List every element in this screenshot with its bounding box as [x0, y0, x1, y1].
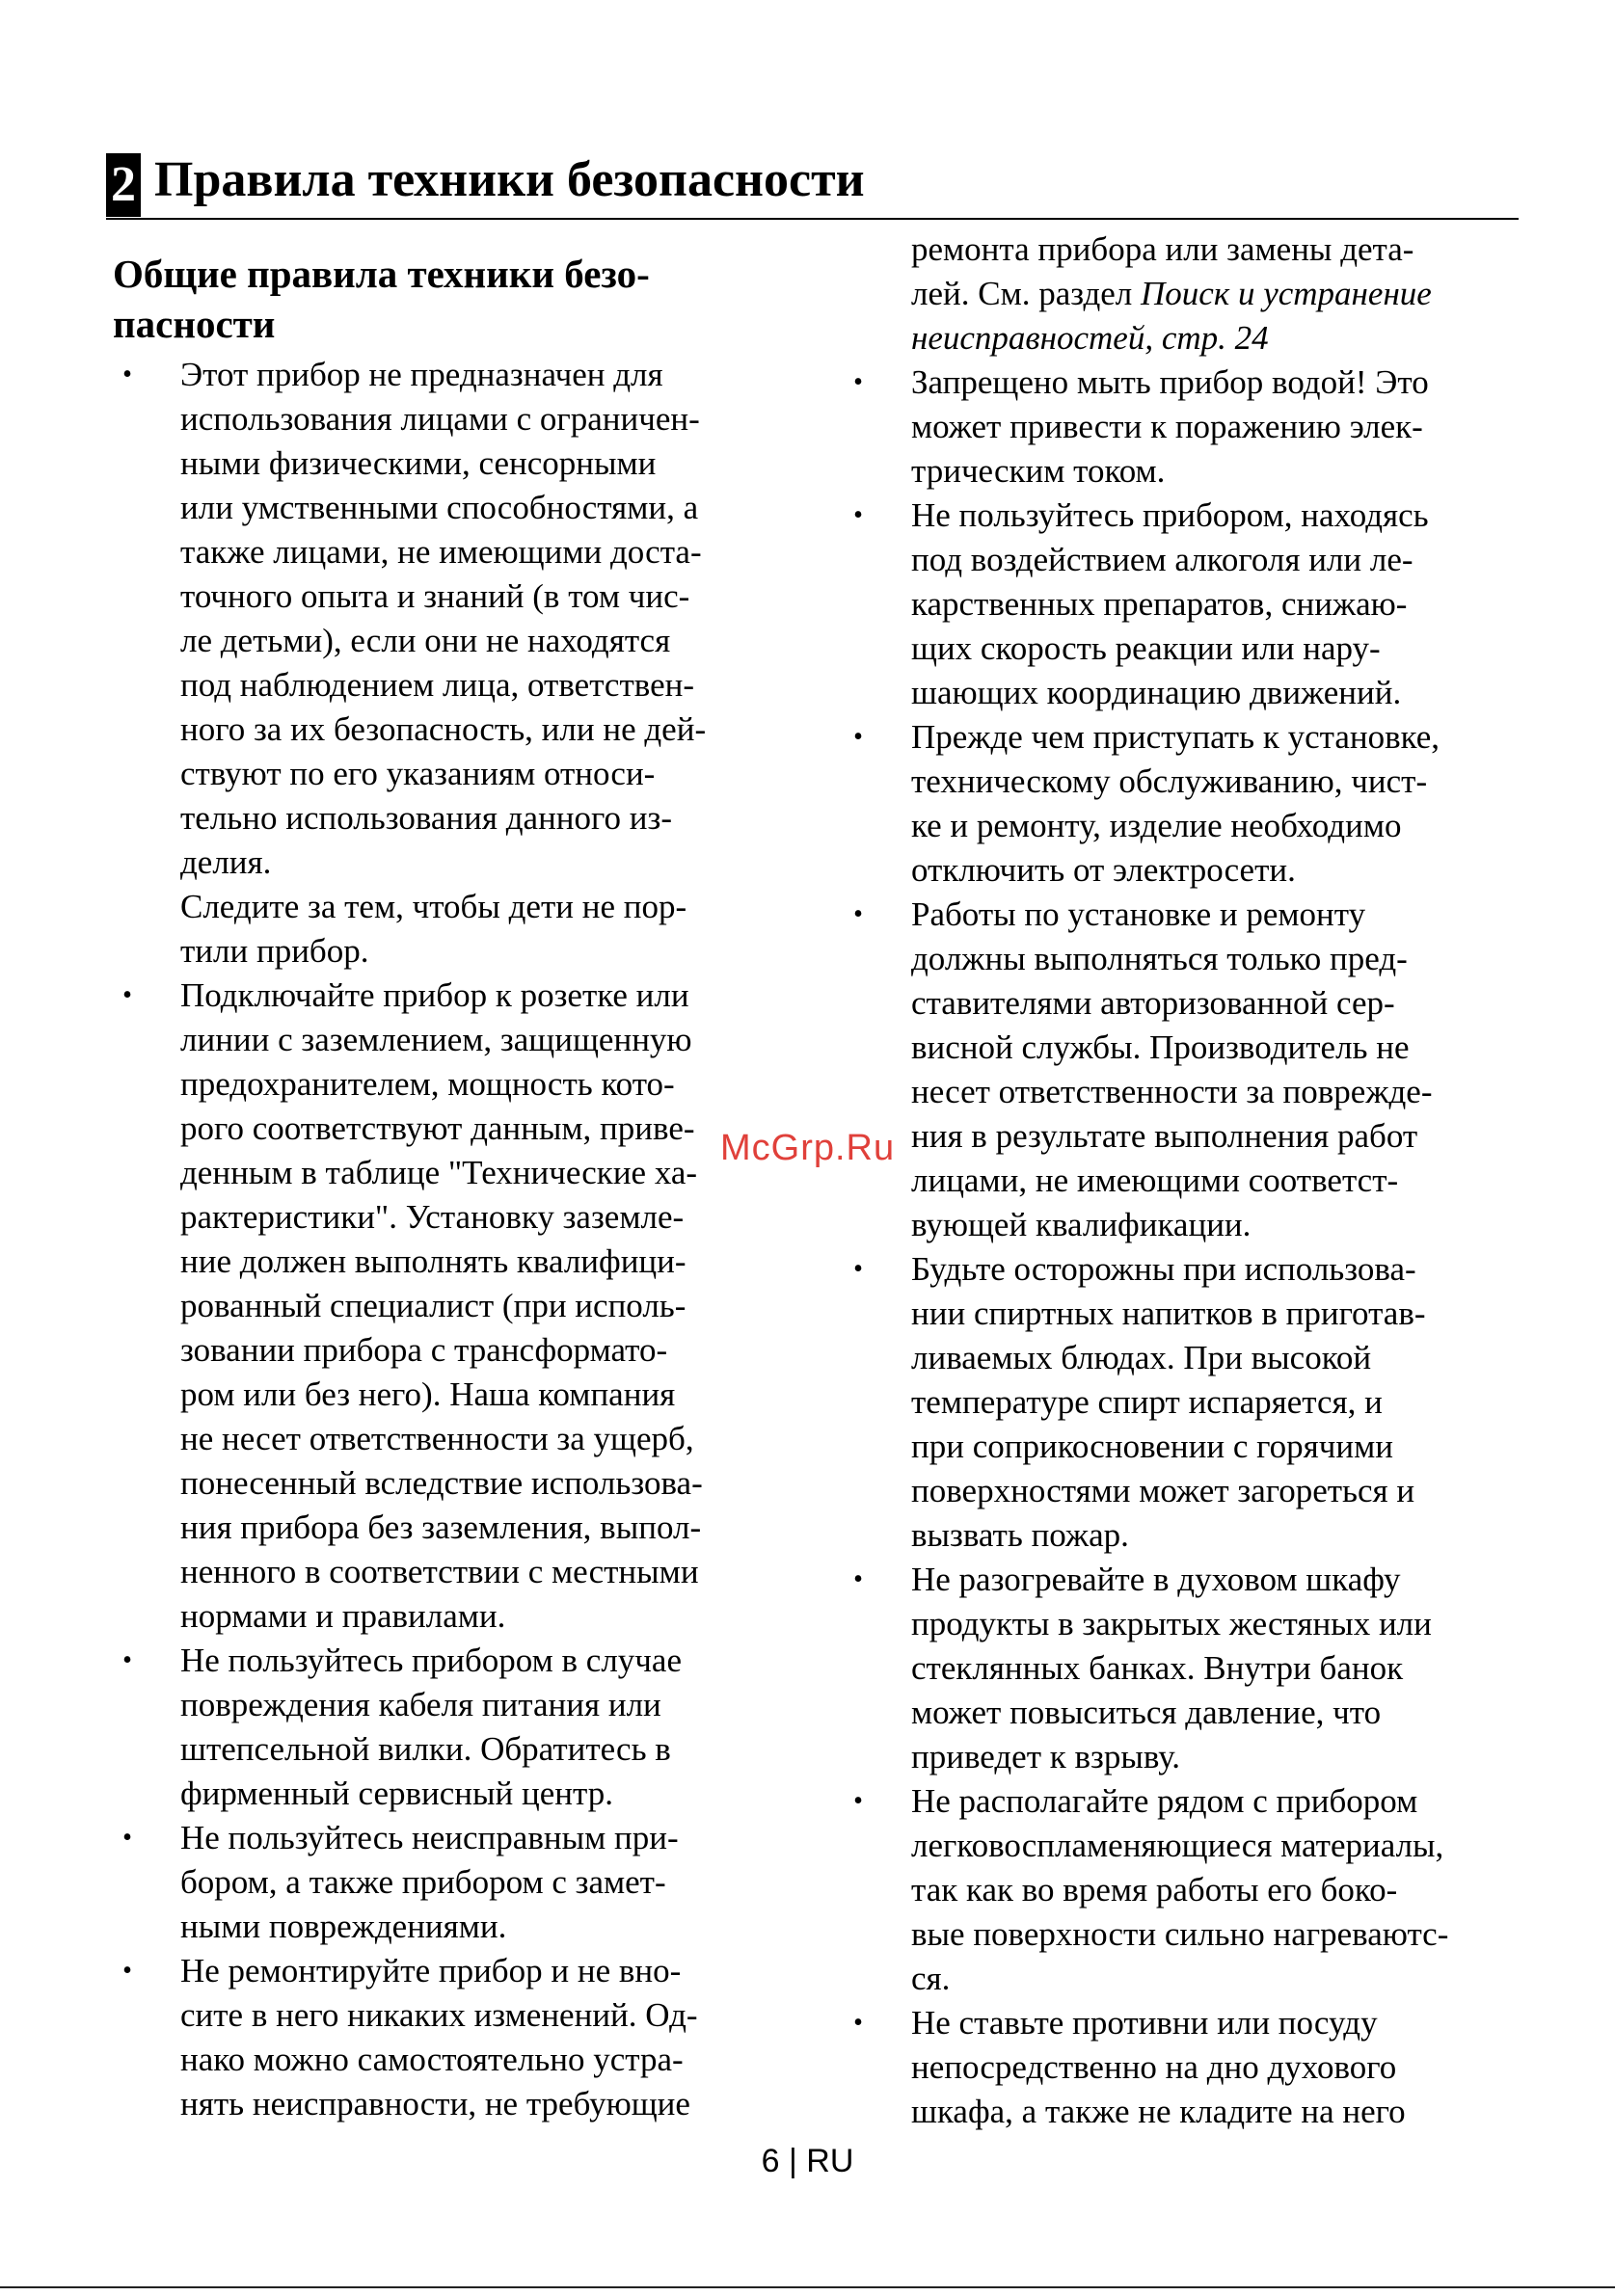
bullet-icon: • [122, 1823, 132, 1853]
continuation-line [911, 272, 1538, 316]
bullet-line: тельно использования данного из- [180, 799, 672, 837]
bullet-line: зовании прибора с трансформато- [180, 1331, 668, 1369]
bullet-line: вующей квалификации. [911, 1206, 1252, 1243]
bullet-line: непосредственно на дно духового [911, 2048, 1397, 2086]
chapter-title: Правила техники безопасности [154, 152, 865, 207]
bullet-line: температуре спирт испаряется, и [911, 1383, 1383, 1421]
bullet-line: фирменный сервисный центр. [180, 1775, 614, 1812]
bullet-icon: • [853, 899, 863, 929]
bullet-line: ливаемых блюдах. При высокой [911, 1339, 1372, 1376]
bullet-line: Работы по установке и ремонту [911, 895, 1366, 933]
bullet-line: Прежде чем приступать к установке, [911, 718, 1440, 756]
bullet-line: легковоспламеняющиеся материалы, [911, 1827, 1444, 1864]
bullet-line: ние должен выполнять квалифици- [180, 1242, 686, 1280]
bullet-line: использования лицами с ограничен- [180, 400, 700, 438]
bullet-item [844, 1558, 1538, 1779]
bullet-item [113, 974, 788, 1639]
bullet-line: нако можно самостоятельно устра- [180, 2041, 684, 2078]
bullet-line: трическим током. [911, 452, 1166, 490]
bullet-line: бором, а также прибором с замет- [180, 1863, 666, 1901]
bullet-line: вые поверхности сильно нагреваютс- [911, 1915, 1449, 1953]
bullet-line: ненного в соответствии с местными [180, 1553, 699, 1590]
bullet-icon: • [853, 722, 863, 752]
bullet-line: под наблюдением лица, ответствен- [180, 666, 694, 704]
bullet-line: ся. [911, 1960, 951, 1997]
bullet-line: Будьте осторожны при использова- [911, 1250, 1416, 1288]
continuation-text [844, 227, 1538, 360]
bullet-line: может привести к поражению элек- [911, 408, 1423, 445]
bullet-line: Не пользуйтесь неисправным при- [180, 1819, 679, 1856]
bullet-line: карственных препаратов, снижаю- [911, 585, 1408, 623]
bullet-line: ставителями авторизованной сер- [911, 984, 1395, 1022]
bullet-line: сите в него никаких изменений. Од- [180, 1996, 698, 2034]
right-bullet-list [844, 360, 1538, 2134]
bullet-line: рактеристики". Установку заземле- [180, 1198, 685, 1236]
bullet-line: Не пользуйтесь прибором в случае [180, 1642, 682, 1679]
watermark: McGrp.Ru [720, 1128, 896, 1168]
bullet-item [844, 1779, 1538, 2001]
bullet-line: несет ответственности за поврежде- [911, 1073, 1433, 1110]
bullet-line: рого соответствуют данным, приве- [180, 1109, 695, 1147]
bullet-icon: • [853, 1786, 863, 1816]
chapter-header [106, 145, 1519, 220]
bullet-line: рованный специалист (при исполь- [180, 1287, 686, 1324]
bullet-line: должны выполняться только пред- [911, 940, 1408, 977]
chapter-number: 2 [106, 153, 141, 217]
bullet-line: отключить от электросети. [911, 851, 1296, 889]
bullet-line: Не ремонтируйте прибор и не вно- [180, 1952, 682, 1989]
bullet-item [844, 360, 1538, 494]
bullet-icon: • [853, 500, 863, 530]
bullet-line: вызвать пожар. [911, 1516, 1129, 1554]
bullet-line: висной службы. Производитель не [911, 1028, 1410, 1066]
bullet-item [844, 494, 1538, 715]
continuation-prefix: лей. См. раздел [911, 275, 1142, 312]
bullet-line: Не пользуйтесь прибором, находясь [911, 496, 1429, 534]
cross-reference-link: Поиск и устранение [1141, 275, 1432, 312]
bottom-rule [0, 2286, 1615, 2288]
bullet-item [844, 2001, 1538, 2134]
bullet-line: точного опыта и знаний (в том чис- [180, 577, 690, 615]
bullet-line: предохранителем, мощность кото- [180, 1065, 675, 1103]
bullet-line: ными повреждениями. [180, 1908, 507, 1945]
bullet-icon: • [122, 980, 132, 1010]
bullet-line: не несет ответственности за ущерб, [180, 1420, 694, 1457]
bullet-line: Подключайте прибор к розетке или [180, 976, 689, 1014]
bullet-extra-line: Следите за тем, чтобы дети не пор- [180, 888, 687, 925]
bullet-icon: • [853, 367, 863, 397]
left-column [113, 227, 788, 2126]
bullet-line: под воздействием алкоголя или ле- [911, 541, 1413, 578]
bullet-line: ле детьми), если они не находятся [180, 622, 671, 659]
bullet-icon: • [122, 360, 132, 389]
bullet-line: ными физическими, сенсорными [180, 444, 657, 482]
bullet-line: лицами, не имеющими соответст- [911, 1161, 1399, 1199]
bullet-item [113, 1816, 788, 1949]
bullet-line: линии с заземлением, защищенную [180, 1021, 692, 1058]
bullet-line: делия. [180, 843, 272, 881]
bullet-line: денным в таблице "Технические ха- [180, 1154, 698, 1191]
bullet-line: ке и ремонту, изделие необходимо [911, 807, 1402, 844]
bullet-line: ния в результате выполнения работ [911, 1117, 1418, 1155]
bullet-line: ния прибора без заземления, выпол- [180, 1508, 702, 1546]
bullet-item [844, 893, 1538, 1247]
right-column [844, 227, 1538, 2134]
bullet-line: нии спиртных напитков в приготав- [911, 1295, 1426, 1332]
cross-reference-link: неисправностей, стр. 24 [911, 319, 1269, 357]
bullet-icon: • [122, 1645, 132, 1675]
bullet-line: поверхностями может загореться и [911, 1472, 1415, 1509]
continuation-line: ремонта прибора или замены дета- [911, 230, 1414, 268]
bullet-line: штепсельной вилки. Обратитесь в [180, 1730, 671, 1768]
bullet-icon: • [853, 2008, 863, 2038]
bullet-line: щих скорость реакции или нару- [911, 629, 1381, 667]
bullet-item [113, 353, 788, 974]
bullet-item [113, 1949, 788, 2126]
page-number: 6 [761, 2143, 780, 2179]
bullet-line: повреждения кабеля питания или [180, 1686, 661, 1723]
bullet-line: или умственными способностями, а [180, 489, 699, 526]
footer-separator: | [788, 2143, 797, 2179]
bullet-icon: • [853, 1254, 863, 1284]
bullet-line: ром или без него). Наша компания [180, 1375, 676, 1413]
bullet-line: шающих координацию движений. [911, 674, 1402, 711]
bullet-item [113, 1639, 788, 1816]
bullet-extra-line: тили прибор. [180, 932, 369, 970]
bullet-line: Не ставьте противни или посуду [911, 2004, 1378, 2042]
bullet-line: шкафа, а также не кладите на него [911, 2093, 1406, 2130]
bullet-line: Этот прибор не предназначен для [180, 356, 663, 393]
section-title-line: пасности [113, 302, 276, 346]
bullet-line: ствуют по его указаниям относи- [180, 755, 656, 792]
bullet-line: Запрещено мыть прибор водой! Это [911, 363, 1429, 401]
bullet-line: ного за их безопасность, или не дей- [180, 710, 707, 748]
bullet-line: понесенный вследствие использова- [180, 1464, 703, 1502]
bullet-line: нормами и правилами. [180, 1597, 506, 1635]
bullet-line: так как во время работы его боко- [911, 1871, 1398, 1909]
bullet-line: приведет к взрыву. [911, 1738, 1180, 1775]
bullet-item [844, 715, 1538, 893]
bullet-line: техническому обслуживанию, чист- [911, 762, 1428, 800]
bullet-line: может повыситься давление, что [911, 1694, 1382, 1731]
bullet-line: также лицами, не имеющими доста- [180, 533, 702, 571]
bullet-line: нять неисправности, не требующие [180, 2085, 690, 2122]
left-bullet-list [113, 353, 788, 2126]
section-title [113, 249, 788, 349]
bullet-line: Не разогревайте в духовом шкафу [911, 1561, 1401, 1598]
page-footer [0, 2142, 1615, 2180]
bullet-icon: • [853, 1564, 863, 1594]
bullet-line: продукты в закрытых жестяных или [911, 1605, 1432, 1642]
bullet-icon: • [122, 1956, 132, 1986]
bullet-line: Не располагайте рядом с прибором [911, 1782, 1418, 1820]
bullet-item [844, 1247, 1538, 1558]
language-code: RU [806, 2143, 854, 2179]
bullet-line: при соприкосновении с горячими [911, 1428, 1393, 1465]
bullet-line: стеклянных банках. Внутри банок [911, 1649, 1404, 1687]
section-title-line: Общие правила техники безо- [113, 252, 650, 296]
